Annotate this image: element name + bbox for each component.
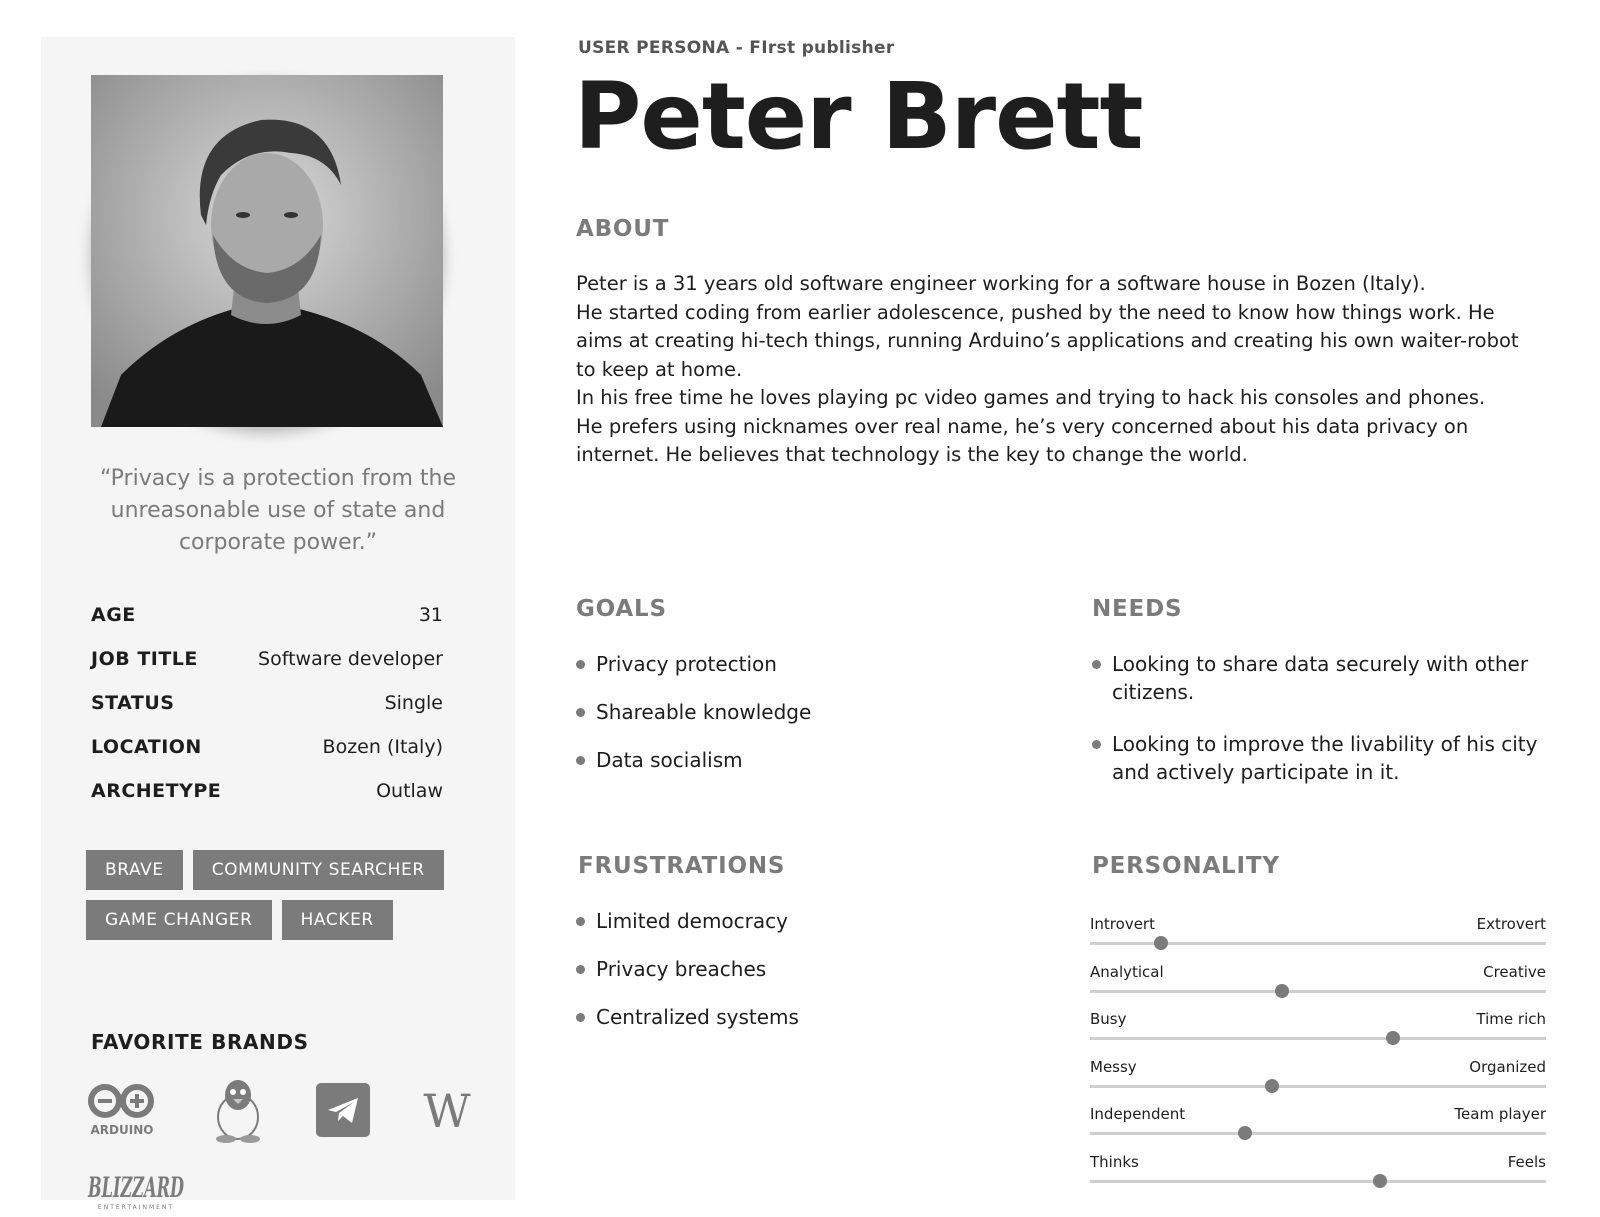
frustrations-title: FRUSTRATIONS xyxy=(578,853,786,879)
trait-right-label: Creative xyxy=(1483,962,1546,981)
trait-knob xyxy=(1265,1079,1279,1093)
frustrations-list xyxy=(576,907,799,1051)
facts-list xyxy=(91,593,443,813)
trait-left-label: Busy xyxy=(1090,1010,1127,1028)
tag-row xyxy=(86,900,486,940)
about-paragraph: Peter is a 31 years old software engineer working for a software house in Bozen (Italy). xyxy=(576,272,1426,295)
tag-brave: BRAVE xyxy=(86,850,183,890)
linux-tux-logo xyxy=(209,1077,267,1143)
wikipedia-logo-text: W xyxy=(423,1084,471,1138)
bullet-dot xyxy=(576,756,585,765)
personality-title: PERSONALITY xyxy=(1092,853,1280,879)
arduino-logo xyxy=(86,1082,158,1138)
trait-left-label: Messy xyxy=(1090,1057,1137,1076)
tag-game-changer: GAME CHANGER xyxy=(86,900,272,940)
trait-knob xyxy=(1386,1031,1400,1045)
bullet-dot xyxy=(576,660,585,669)
about-text xyxy=(576,270,1536,470)
about-title: ABOUT xyxy=(576,216,670,242)
trait-left-label: Thinks xyxy=(1090,1152,1139,1171)
fact-label: JOB TITLE xyxy=(91,648,198,670)
list-item xyxy=(576,650,811,678)
fact-archetype xyxy=(91,769,443,813)
bullet-dot xyxy=(576,1013,585,1022)
fact-value: Outlaw xyxy=(376,780,443,802)
bullet-dot xyxy=(1092,660,1101,669)
fact-label: ARCHETYPE xyxy=(91,780,222,802)
fact-location xyxy=(91,725,443,769)
about-paragraph: In his free time he loves playing pc video games and trying to hack his consoles and phones. xyxy=(576,386,1486,409)
needs-title: NEEDS xyxy=(1092,596,1183,622)
trait-slider xyxy=(1090,1058,1546,1106)
trait-right-label: Team player xyxy=(1454,1105,1546,1123)
trait-right-label: Time rich xyxy=(1476,1010,1546,1028)
trait-track xyxy=(1090,1085,1546,1088)
tag-hacker: HACKER xyxy=(282,900,393,940)
list-item xyxy=(576,1003,799,1031)
trait-track xyxy=(1090,1180,1546,1183)
frustration-text: Privacy breaches xyxy=(596,957,767,981)
trait-right-label: Extrovert xyxy=(1476,915,1546,933)
trait-slider xyxy=(1090,963,1546,1011)
personality-sliders xyxy=(1090,915,1546,1200)
needs-list xyxy=(1092,650,1542,810)
list-item xyxy=(576,907,799,935)
fact-value: 31 xyxy=(418,604,443,626)
arduino-logo-text: ARDUINO xyxy=(90,1123,154,1137)
goal-text: Shareable knowledge xyxy=(596,700,812,724)
trait-knob xyxy=(1373,1174,1387,1188)
fact-age xyxy=(91,593,443,637)
fact-label: STATUS xyxy=(91,692,175,714)
trait-slider xyxy=(1090,1010,1546,1058)
list-item xyxy=(1092,730,1542,786)
need-text: Looking to improve the livability of his city and actively participate in it. xyxy=(1112,732,1538,784)
avatar xyxy=(91,75,443,427)
trait-knob xyxy=(1275,984,1289,998)
blizzard-logo-sub: ENTERTAINMENT xyxy=(97,1204,175,1211)
trait-left-label: Analytical xyxy=(1090,962,1164,981)
bullet-dot xyxy=(1092,740,1101,749)
blizzard-logo xyxy=(86,1155,188,1213)
fact-value: Software developer xyxy=(258,648,443,670)
goals-list xyxy=(576,650,811,794)
bullet-dot xyxy=(576,917,585,926)
list-item xyxy=(576,698,811,726)
trait-track xyxy=(1090,990,1546,993)
blizzard-logo-text: BLIZZARD xyxy=(87,1171,185,1204)
trait-right-label: Feels xyxy=(1507,1152,1546,1171)
list-item xyxy=(1092,650,1542,706)
fact-label: AGE xyxy=(91,604,136,626)
trait-slider xyxy=(1090,915,1546,963)
persona-name: Peter Brett xyxy=(574,63,1143,170)
trait-right-label: Organized xyxy=(1469,1057,1546,1076)
bullet-dot xyxy=(576,708,585,717)
frustration-text: Centralized systems xyxy=(596,1005,799,1029)
frustration-text: Limited democracy xyxy=(596,909,788,933)
telegram-logo xyxy=(316,1083,370,1137)
list-item xyxy=(576,746,811,774)
need-text: Looking to share data securely with other citizens. xyxy=(1112,652,1529,704)
trait-tags xyxy=(86,850,486,950)
trait-left-label: Introvert xyxy=(1090,915,1155,933)
fact-value: Single xyxy=(384,692,443,714)
trait-slider xyxy=(1090,1153,1546,1201)
persona-quote: “Privacy is a protection from the unreasonable use of state and corporate power.” xyxy=(99,466,457,555)
trait-slider xyxy=(1090,1105,1546,1153)
trait-knob xyxy=(1238,1126,1252,1140)
goal-text: Privacy protection xyxy=(596,652,777,676)
fact-label: LOCATION xyxy=(91,736,202,758)
fact-status xyxy=(91,681,443,725)
list-item xyxy=(576,955,799,983)
avatar-photo xyxy=(91,75,443,427)
goal-text: Data socialism xyxy=(596,748,743,772)
wikipedia-logo xyxy=(419,1083,475,1137)
goals-title: GOALS xyxy=(576,596,667,622)
fact-job-title xyxy=(91,637,443,681)
trait-left-label: Independent xyxy=(1090,1105,1186,1123)
trait-track xyxy=(1090,1037,1546,1040)
favorite-brands-title: FAVORITE BRANDS xyxy=(91,1030,309,1054)
tag-community-searcher: COMMUNITY SEARCHER xyxy=(193,850,444,890)
about-paragraph: He started coding from earlier adolescence, pushed by the need to know how things work. He aims at creating hi-tech things, running Arduino’s applications and creating his own waiter-robot to keep at home. xyxy=(576,300,1519,381)
fact-value: Bozen (Italy) xyxy=(322,736,443,758)
bullet-dot xyxy=(576,965,585,974)
tag-row xyxy=(86,850,486,890)
trait-track xyxy=(1090,1132,1546,1135)
about-paragraph: He prefers using nicknames over real name, he’s very concerned about his data privacy on internet. He believes that technology is the key to change the world. xyxy=(576,414,1469,466)
profile-sidebar xyxy=(41,37,515,1211)
trait-knob xyxy=(1154,936,1168,950)
persona-label: USER PERSONA - FIrst publisher xyxy=(578,38,895,58)
